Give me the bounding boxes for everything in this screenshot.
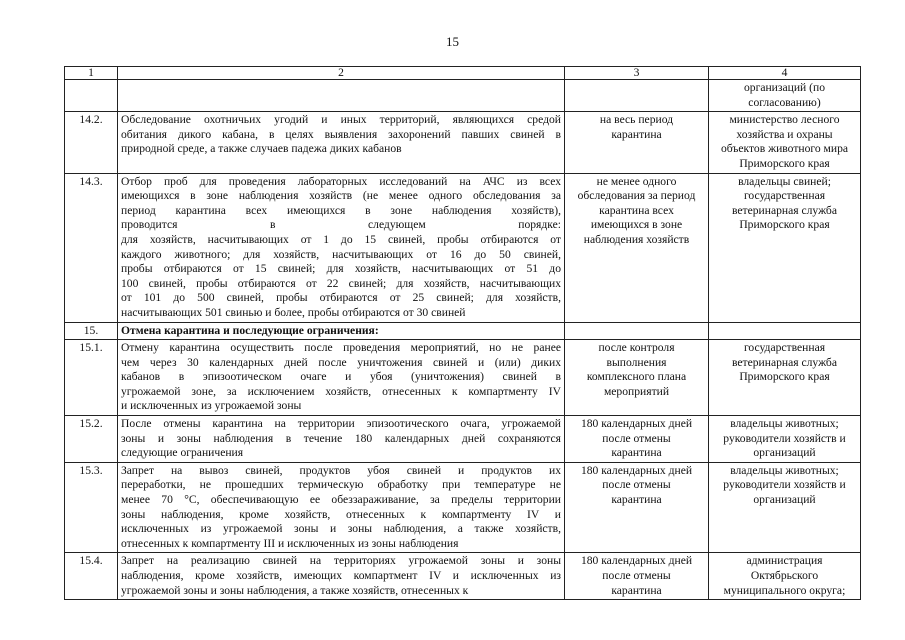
text-line: период карантина всех имеющихся в зоне наблюдения хозяйств), [121,203,561,217]
cell-term [565,416,709,463]
cell-term [565,112,709,173]
responsible-line: государственная [743,189,826,203]
text-line: Обследование охотничьих угодий и иных территорий, являющихся средой [121,113,561,127]
text-line: каждого животного; для хозяйств, насчитывающих от 16 до 50 свиней, [121,247,561,261]
term-line: карантина [611,493,662,507]
responsible-line: владельцы свиней; [738,174,831,188]
row-number: 15.1. [79,341,103,355]
term-line: 180 календарных дней [580,417,693,431]
term-line: 180 календарных дней [580,554,693,568]
responsible-line: хозяйства и охраны [736,127,833,141]
cell-term [565,462,709,553]
text-line: для хозяйств, насчитывающих от 1 до 15 свиней, пробы отбираются от [121,232,561,246]
responsible-line: ветеринарная служба [732,203,837,217]
text-line: зоны и зоны наблюдения в течение 180 календарных дней сохраняются [121,431,561,445]
term-line: 180 календарных дней [580,463,693,477]
table-row [65,173,861,322]
text-line: природной среде, а также случаев падежа диких кабанов [121,142,402,156]
responsible-line: Октябрьского [750,569,819,582]
text-line: отнесенных к компартменту III и исключенных из зоны наблюдения [121,536,459,550]
text-line: пробы отбираются от 15 свиней; для хозяйств, насчитывающих от 51 до [121,262,561,276]
cell-num [65,462,118,553]
table-row [65,416,861,463]
table-row [65,112,861,173]
text-line: исключенных из угрожаемой зоны и зоны наблюдения, а также хозяйств, [121,522,561,536]
responsible-line: муниципального округа; [723,583,846,597]
text-line: зоны наблюдения, кроме хозяйств, отнесенных к компартменту IV и [121,507,561,521]
responsible-line: ветеринарная служба [732,355,837,369]
responsible-line: администрация [746,554,823,568]
responsible-line: руководители хозяйств и [723,431,846,445]
cell-responsible [709,322,861,340]
term-line: наблюдения хозяйств [583,232,690,246]
table-row [65,340,861,416]
responsible-line: объектов животного мира [720,142,849,156]
cell-term [565,173,709,322]
row-number: 14.2. [79,113,103,127]
row-number: 15.2. [79,417,103,431]
cell-term [565,340,709,416]
cell-responsible [709,112,861,173]
header-col-3: 3 [565,67,709,80]
text-line: угрожаемой зоны и зоны наблюдения, а также хозяйств, отнесенных к [121,583,469,597]
term-line: на весь период [599,113,674,127]
row-number: 15. [83,323,99,337]
page-number: 15 [446,34,459,49]
term-line: выполнения [606,355,667,369]
responsible-line: Приморского края [739,218,830,232]
text-line: кабанов в эпизоотическом очаге и убоя (уничтожения) свиней в [121,370,561,384]
responsible-line: Приморского края [739,156,830,170]
responsible-line: организаций [753,446,816,460]
row-number: 14.3. [79,174,103,188]
cell-text [118,416,565,463]
cell-num [65,80,118,112]
section-row [65,322,861,340]
text-line: переработки, не прошедших термическую обработку при температуре не [121,478,561,492]
cell-term [565,322,709,340]
cell-num [65,112,118,173]
cell-responsible [709,553,861,600]
text-line: и исключенных из угрожаемой зоны [121,399,302,413]
measures-table [64,66,861,600]
cell-term [565,553,709,600]
cell-responsible [709,416,861,463]
text-line: Отбор проб для проведения лабораторных исследований на АЧС из всех [121,174,561,188]
cell-num [65,322,118,340]
responsible-line: государственная [743,341,826,355]
text-line: Запрет на реализацию свиней на территориях угрожаемой зоны и зоны [121,554,561,568]
responsible-line: согласованию) [748,95,821,109]
text-line: угрожаемой зоне, за исключением хозяйств, отнесенных к компартменту IV [121,384,561,398]
text-line: менее 70 °С, обеспечивающую ее обеззараживание, за пределы территории [121,493,561,507]
term-line: обследования за период [577,189,696,203]
responsible-line: Приморского края [739,370,830,384]
responsible-line: организаций (по [743,81,825,94]
text-line: имеющихся в зоне наблюдения хозяйств (не менее одного обследования за [121,189,561,203]
text-line: обитания дикого кабана, в целях выявления захоронений павших свиней в [121,127,561,141]
text-line: 100 свиней, пробы отбираются от 22 свиней; для хозяйств, насчитывающих [121,276,561,290]
continuation-row [65,80,861,112]
term-line: после отмены [602,431,671,445]
responsible-line: владельцы животных; [730,463,839,477]
text-line: Отмена карантина и последующие ограничения: [121,323,379,337]
table-header-row [65,67,861,80]
cell-num [65,340,118,416]
cell-responsible [709,173,861,322]
term-line: после отмены [602,569,671,582]
text-line: наблюдения, кроме хозяйств, имеющих компартмент IV и исключенных из [121,569,561,582]
text-line: чем через 30 календарных дней после уничтожения свиней и (или) диких [121,355,561,369]
header-col-2: 2 [118,67,565,80]
term-line: карантина [611,127,662,141]
header-col-1: 1 [65,67,118,80]
row-number: 15.3. [79,463,103,477]
table-row [65,462,861,553]
cell-responsible [709,340,861,416]
cell-num [65,173,118,322]
cell-num [65,553,118,600]
header-col-4: 4 [709,67,861,80]
responsible-line: руководители хозяйств и [723,478,846,492]
text-line: проводится в следующем порядке: [121,218,561,232]
term-line: карантина всех [599,203,674,217]
cell-text [118,553,565,600]
text-line: насчитывающих 501 свинью и более, пробы отбираются от 30 свиней [121,305,466,319]
text-line: следующие ограничения [121,446,244,460]
term-line: мероприятий [603,384,670,398]
cell-term [565,80,709,112]
cell-responsible [709,462,861,553]
table-row [65,553,861,600]
text-line: Запрет на вывоз свиней, продуктов убоя свиней и продуктов их [121,463,561,477]
responsible-line: организаций [753,493,816,507]
term-line: после контроля [598,341,675,355]
cell-text [118,462,565,553]
text-line: Отмену карантина осуществить после проведения мероприятий, но не ранее [121,341,561,355]
term-line: карантина [611,446,662,460]
cell-num [65,416,118,463]
term-line: комплексного плана [586,370,687,384]
cell-text [118,112,565,173]
cell-text [118,340,565,416]
responsible-line: министерство лесного [729,113,840,127]
term-line: имеющихся в зоне [590,218,683,232]
text-line: После отмены карантина на территории эпизоотического очага, угрожаемой [121,417,561,431]
responsible-line: владельцы животных; [730,417,839,431]
cell-text [118,173,565,322]
term-line: после отмены [602,478,671,492]
text-line: от 101 до 500 свиней, пробы отбираются от 25 свиней; для хозяйств, [121,291,561,305]
term-line: не менее одного [596,174,677,188]
term-line: карантина [611,583,662,597]
cell-text [118,80,565,112]
cell-responsible [709,80,861,112]
row-number: 15.4. [79,554,103,568]
cell-text [118,322,565,340]
